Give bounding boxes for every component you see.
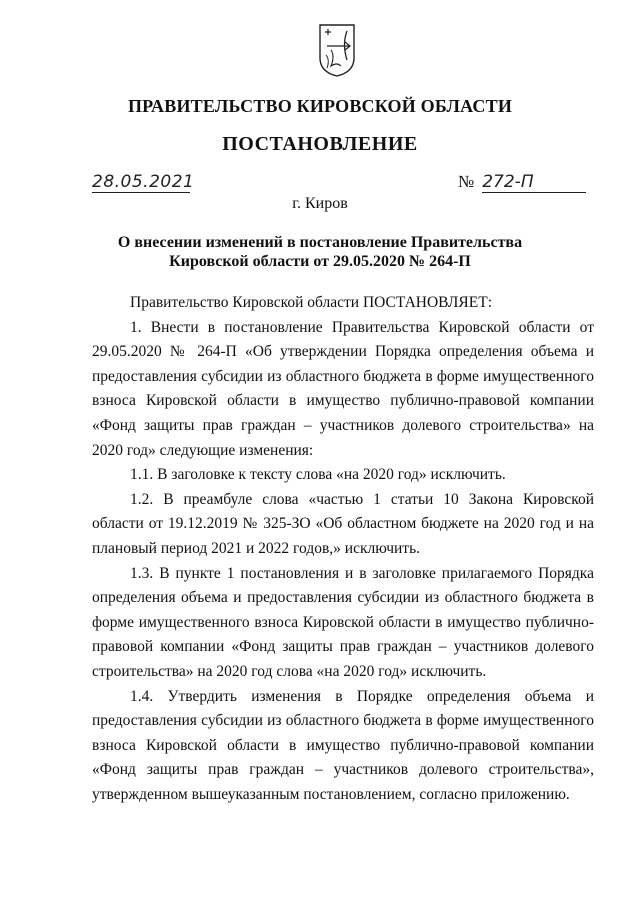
paragraph-1: 1. Внести в постановление Правительства Кировской области от 29.05.2020 № 264-П «Об утверждении Порядка определения объема и предоставления субсидии из областного бюджета в форме имущественного взноса Кировской области в имущество публично-правовой компании «Фонд защиты прав граждан – участников долевого строительства» на 2020 год» следующие изменения:: [92, 318, 594, 459]
document-subject: [0, 233, 640, 271]
paragraph-1-1: 1.1. В заголовке к тексту слова «на 2020 год» исключить.: [130, 466, 506, 484]
number-value: 272-П: [482, 172, 586, 193]
paragraph-1-3: 1.3. В пункте 1 постановления и в заголовке прилагаемого Порядка определения объема и предоставления субсидии из областного бюджета в форме имущественного взноса Кировской области в имущество публично-правовой компании «Фонд защиты прав граждан – участников долевого строительства» на 2020 год слова «на 2020 год» исключить.: [92, 564, 594, 680]
document-date: 28.05.2021: [92, 172, 195, 192]
document-number: [458, 172, 586, 193]
subject-line: Кировской области от 29.05.2020 № 264-П: [169, 253, 471, 270]
document-body: [92, 291, 594, 807]
paragraph-1-4: 1.4. Утвердить изменения в Порядке определения объема и предоставления субсидии из областного бюджета в форме имущественного взноса Кировской области в имущество публично-правовой компании «Фонд защиты прав граждан – участников долевого строительства», утвержденном вышеуказанным постановлением, согласно приложению.: [92, 687, 594, 803]
issuer-title: ПРАВИТЕЛЬСТВО КИРОВСКОЙ ОБЛАСТИ: [127, 96, 513, 116]
coat-of-arms-icon: [317, 22, 357, 78]
intro-paragraph: Правительство Кировской области ПОСТАНОВЛЯЕТ:: [130, 294, 493, 311]
subject-line: О внесении изменений в постановление Правительства: [117, 234, 523, 251]
document-type: ПОСТАНОВЛЕНИЕ: [222, 133, 418, 155]
number-sign: №: [458, 172, 475, 191]
city: г. Киров: [292, 195, 348, 212]
paragraph-1-2: 1.2. В преамбуле слова «частью 1 статьи 10 Закона Кировской области от 19.12.2019 № 325-ЗО «Об областном бюджете на 2020 год и на плановый период 2021 и 2022 годов,» исключить.: [92, 490, 594, 557]
